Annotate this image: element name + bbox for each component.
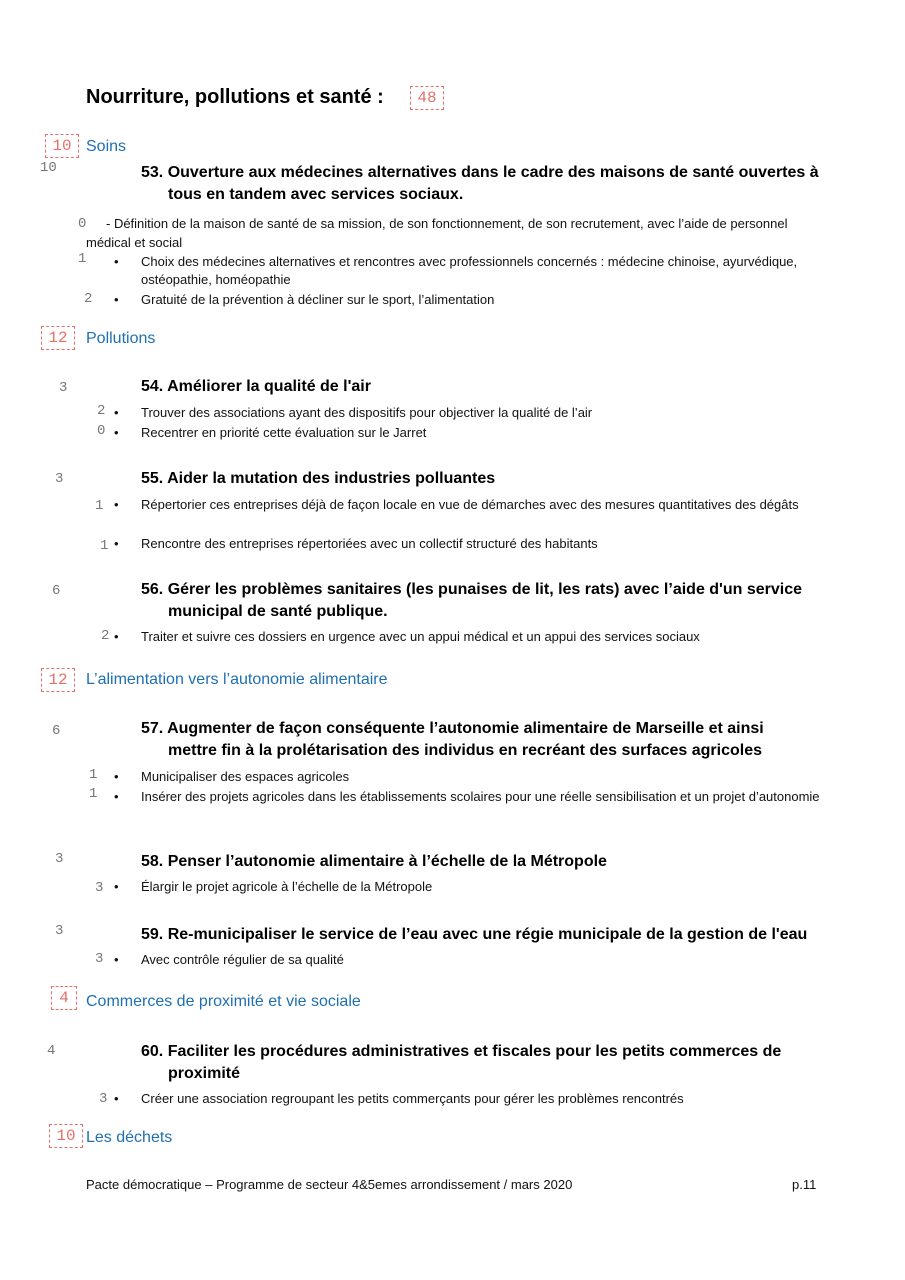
- bullet-icon: •: [114, 254, 119, 269]
- item-57-bullet-2: Insérer des projets agricoles dans les établissements scolaires pour une réelle sensibilisation et un projet d’autonomie: [141, 789, 820, 804]
- bullet-icon: •: [114, 629, 119, 644]
- item-56-heading: [141, 579, 821, 623]
- item-54-b2-count: 0: [97, 423, 106, 439]
- bullet-icon: •: [114, 952, 119, 967]
- item-56-b1-count: 2: [101, 628, 110, 644]
- item-53-count: 10: [40, 160, 57, 176]
- section-commerces-heading: Commerces de proximité et vie sociale: [86, 993, 361, 1010]
- item-53-bullet-2: Gratuité de la prévention à décliner sur le sport, l’alimentation: [141, 292, 495, 307]
- item-53-b2-count: 2: [84, 291, 93, 307]
- item-60-heading: [141, 1041, 821, 1085]
- item-60-bullet-1: Créer une association regroupant les petits commerçants pour gérer les problèmes rencontrés: [141, 1091, 684, 1106]
- item-53-heading: [141, 162, 821, 206]
- item-57-b2-count: 1: [89, 786, 98, 802]
- item-54-count: 3: [59, 380, 68, 396]
- item-56-count: 6: [52, 583, 61, 599]
- item-59-heading: 59. Re-municipaliser le service de l’eau avec une régie municipale de la gestion de l'eau: [141, 926, 808, 943]
- bullet-icon: •: [114, 536, 119, 551]
- item-55-bullet-2: Rencontre des entreprises répertoriées avec un collectif structuré des habitants: [141, 536, 598, 551]
- bullet-icon: •: [114, 405, 119, 420]
- item-58-bullet-1: Élargir le projet agricole à l’échelle de la Métropole: [141, 879, 433, 894]
- item-56-bullet-1: Traiter et suivre ces dossiers en urgence avec un appui médical et un appui des services sociaux: [141, 629, 700, 644]
- section-commerces-badge: 4: [51, 986, 77, 1010]
- item-55-b1-count: 1: [95, 498, 104, 514]
- bullet-icon: •: [114, 769, 119, 784]
- item-56-line1: 56. Gérer les problèmes sanitaires (les punaises de lit, les rats) avec l’aide d'un service: [141, 581, 803, 598]
- item-55-count: 3: [55, 471, 64, 487]
- item-56-line2: municipal de santé publique.: [168, 603, 388, 620]
- item-58-heading: 58. Penser l’autonomie alimentaire à l’échelle de la Métropole: [141, 853, 607, 870]
- item-58-count: 3: [55, 851, 64, 867]
- section-pollutions-heading: Pollutions: [86, 330, 156, 347]
- item-54-b1-count: 2: [97, 403, 106, 419]
- item-60-line2: proximité: [168, 1065, 241, 1082]
- item-54-bullet-2: Recentrer en priorité cette évaluation sur le Jarret: [141, 425, 427, 440]
- title-count-badge: 48: [410, 86, 444, 110]
- item-53-bullet-1: Choix des médecines alternatives et rencontres avec professionnels concernés : médecine chinoise, ayurvédique, ostéopathie, homéopathie: [141, 254, 798, 287]
- bullet-icon: •: [114, 879, 119, 894]
- section-dechets-badge: 10: [49, 1124, 83, 1148]
- page-title: Nourriture, pollutions et santé :: [86, 86, 384, 108]
- bullet-icon: •: [114, 789, 119, 804]
- section-soins-badge: 10: [45, 134, 79, 158]
- item-57-line1: 57. Augmenter de façon conséquente l’autonomie alimentaire de Marseille et ainsi: [141, 720, 764, 737]
- item-59-b1-count: 3: [95, 951, 104, 967]
- item-55-heading: 55. Aider la mutation des industries polluantes: [141, 470, 496, 487]
- item-53-def-count: 0: [78, 216, 87, 232]
- section-soins-heading: Soins: [86, 138, 127, 155]
- item-60-count: 4: [47, 1043, 56, 1059]
- item-60-line1: 60. Faciliter les procédures administratives et fiscales pour les petits commerces de: [141, 1043, 782, 1060]
- bullet-icon: •: [114, 425, 119, 440]
- item-57-bullet-1: Municipaliser des espaces agricoles: [141, 769, 350, 784]
- item-55-bullet-1: Répertorier ces entreprises déjà de façon locale en vue de démarches avec des mesures quantitatives des dégâts: [141, 497, 799, 512]
- item-54-bullet-1: Trouver des associations ayant des dispositifs pour objectiver la qualité de l’air: [141, 405, 593, 420]
- item-55-b2-count: 1: [100, 538, 109, 554]
- item-57-b1-count: 1: [89, 767, 98, 783]
- section-alimentation-badge: 12: [41, 668, 75, 692]
- item-53-line1: 53. Ouverture aux médecines alternatives dans le cadre des maisons de santé ouvertes à: [141, 164, 819, 181]
- bullet-icon: •: [114, 497, 119, 512]
- item-53-line2: tous en tandem avec services sociaux.: [168, 186, 464, 203]
- bullet-icon: •: [114, 292, 119, 307]
- item-58-b1-count: 3: [95, 880, 104, 896]
- bullet-icon: •: [114, 1091, 119, 1106]
- item-60-b1-count: 3: [99, 1091, 108, 1107]
- item-53-b1-count: 1: [78, 251, 87, 267]
- item-53-definition: - Définition de la maison de santé de sa mission, de son fonctionnement, de son recrutement, avec l’aide de personnel médical et social: [86, 216, 788, 250]
- item-59-bullet-1: Avec contrôle régulier de sa qualité: [141, 952, 344, 967]
- item-57-count: 6: [52, 723, 61, 739]
- item-54-heading: 54. Améliorer la qualité de l'air: [141, 378, 371, 395]
- page-number: p.11: [792, 1177, 817, 1192]
- section-pollutions-badge: 12: [41, 326, 75, 350]
- section-dechets-heading: Les déchets: [86, 1129, 173, 1146]
- footer-document-title: Pacte démocratique – Programme de secteur 4&5emes arrondissement / mars 2020: [86, 1177, 573, 1192]
- item-57-line2: mettre fin à la prolétarisation des individus en recréant des surfaces agricoles: [168, 742, 762, 759]
- item-59-count: 3: [55, 923, 64, 939]
- item-57-heading: [141, 718, 821, 762]
- section-alimentation-heading: L’alimentation vers l’autonomie alimentaire: [86, 671, 388, 688]
